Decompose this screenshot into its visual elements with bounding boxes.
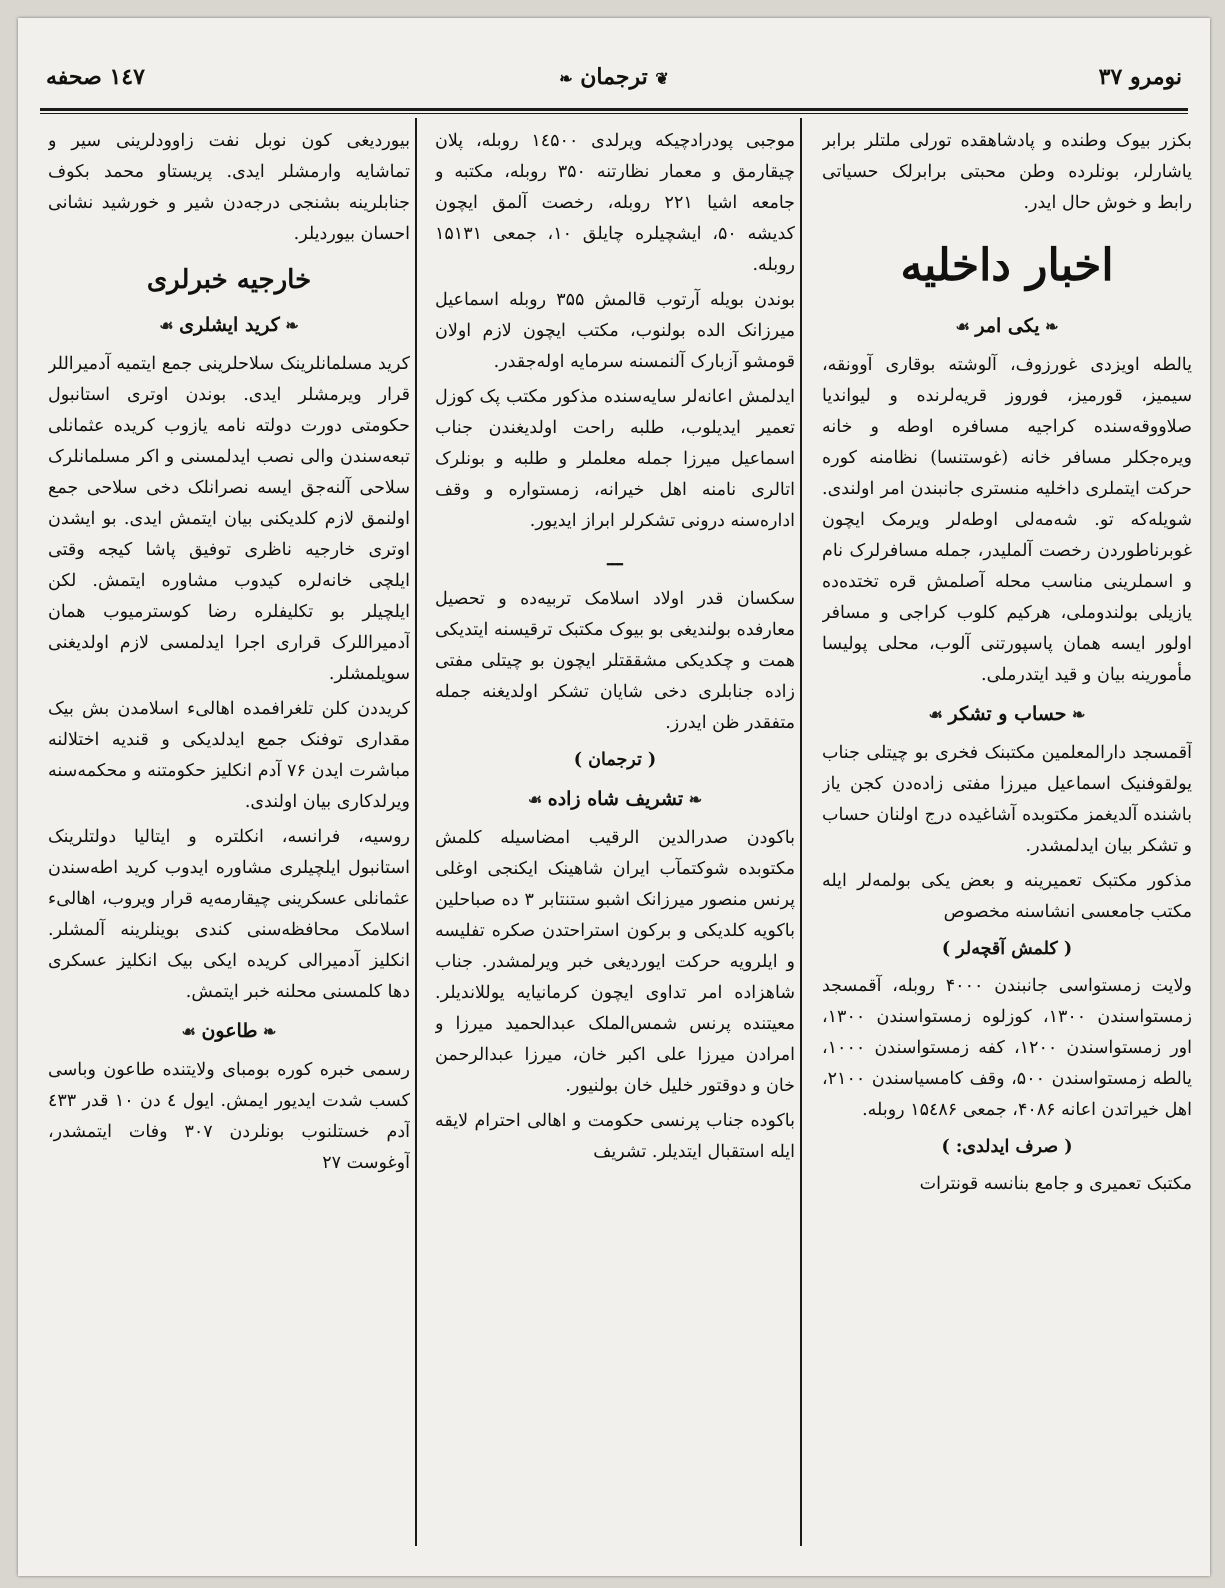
paper-title-text: ترجمان xyxy=(580,64,648,90)
article-heading: ❧ حساب و تشکر ☙ xyxy=(928,703,1086,725)
section-heading-domestic: اخبار داخلیه xyxy=(900,240,1114,291)
flourish-icon: ☙ xyxy=(955,317,976,336)
paper-title xyxy=(559,64,669,90)
article-text: مکتبک تعمیری و جامع بنانسه قونترات xyxy=(919,1174,1192,1194)
article-text: روسیه، فرانسه، انکلتره و ایتالیا دولتلرینک استانبول ایلچیلری مشاوره ایدوب کرید اطه‌سندن عثمانلی عسکرینی چیقارمه‌یه قرار ویروب، اهالیء اسلامک محافظه‌سنی کندی بوینلرینه آلمشلر. انکلیز آدمیرالی کریده ایکی بیک انکلیز عسکری دها کلمسنی محلنه خبر ایتمش. xyxy=(48,827,410,1002)
flourish-icon: ❧ xyxy=(279,316,299,335)
header-rule xyxy=(40,108,1188,111)
article-text: سکسان قدر اولاد اسلامک تربیه‌ده و تحصیل معارفده بولندیغی بو بیوک مکتبک ترقیسنه ایتدیکی همت و چکدیکی مشققتلر ایچون بو چیتلی مفتی زاده جنابلری دخی شایان تشکر اولدیغنه جمله متفقدر ظن ایدرز. xyxy=(435,589,795,733)
article-text: رسمی خبره کوره بومبای ولایتنده طاعون وباسی کسب شدت ایدیور ایمش. ایول ٤ دن ۱۰ قدر ٤۳۳ آدم خستلنوب بونلردن ۳۰۷ وفات ایتمشدر، آوغوست ۲۷ xyxy=(48,1060,410,1173)
column-right xyxy=(822,126,1192,1546)
flourish-icon: ❧ xyxy=(1066,705,1086,724)
article-text: ایدلمش اعانه‌لر سایه‌سنده مذکور مکتب پک کوزل تعمیر ایدیلوب، طلبه راحت اولدیغندن جناب اسماعیل میرزا جمله معلملر و طلبه و بونلرک اتالری نامنه اهل خیرانه، زمستواره و وقف اداره‌سنه درونی تشکرلر ابراز ایدیور. xyxy=(435,387,795,531)
column-divider xyxy=(800,118,802,1546)
ornament-right-icon: ❧ xyxy=(559,69,573,88)
flourish-icon: ☙ xyxy=(527,790,548,809)
header-rule-thin xyxy=(40,113,1188,114)
ornament-left-icon: ❦ xyxy=(655,69,669,88)
flourish-icon: ☙ xyxy=(928,705,949,724)
flourish-icon: ❧ xyxy=(257,1022,277,1041)
article-heading: ❧ یکی امر ☙ xyxy=(955,315,1059,337)
newspaper-page xyxy=(18,18,1210,1576)
column-left xyxy=(48,126,410,1546)
flourish-icon: ❧ xyxy=(683,790,703,809)
signature: ( ترجمان ) xyxy=(573,750,657,770)
subheading-expenses: ( صرف ایدلدی: ) xyxy=(941,1137,1073,1157)
separator-dash: ـــ xyxy=(607,550,623,570)
flourish-icon: ☙ xyxy=(159,316,180,335)
article-text: یالطه اویزدی غورزوف، آلوشته بوقاری آوونقه، سیمیز، قورمیز، فوروز قریه‌لرنده و لیواندیا صلاووقه‌سنده کراجیه مسافره اوطه و خانه ویره‌جکلر مسافر خانه (غوستنسا) نظامنه کوره حرکت ایتملری داخلیه منستری جانبندن امر اولندی. شویله‌که تو. شه‌مه‌لی اوطه‌لر ویرمک ایچون غوبرناطوردن رخصت آلملیدر، جمله مسافرلرک نام و اسملرینی مناسب محله آصلمش قره تختده‌ده یازیلی بولندوملی، هرکیم کلوب کراجی و مسافر اولور ایسه همان پاسپورتنی آلوب، محلی پولیسا مأمورینه بیان و قید ایتدرملی. xyxy=(822,355,1192,685)
flourish-icon: ☙ xyxy=(181,1022,202,1041)
article-heading: ❧ طاعون ☙ xyxy=(181,1020,277,1042)
flourish-icon: ❧ xyxy=(1039,317,1059,336)
section-heading-foreign: خارجیه خبرلری xyxy=(146,265,312,295)
page-number: ۱٤۷ صحفه xyxy=(46,64,145,90)
article-text: بکزر بیوک وطنده و پادشاهقده تورلی ملتلر برابر یاشارلر، بونلرده وطن محبتی برابرلک حسیاتی رابط و خوش حال ایدر. xyxy=(822,131,1192,213)
issue-number: نومرو ۳۷ xyxy=(1098,64,1182,90)
column-divider xyxy=(415,118,417,1546)
article-text: کرید مسلمانلرینک سلاحلرینی جمع ایتمیه آدمیراللر قرار ویرمشلر ایدی. بوندن اوتری استانبول حکومتی دورت دولته نامه یازوب کریده عثمانلی تبعه‌سندن والی نصب ایدلمسنی و اکر مسلمانلرک سلاحی آلنه‌جق ایسه نصرانلک دخی سلاحی جمع اولنمق لازم کلدیکنی بیان ایتمش ایدی. بو ایشدن اوتری خارجیه ناظری توفیق پاشا کیجه وقتی ایلچی خانه‌لره کیدوب مشاوره ایتمش. لکن ایلچیلر بو تکلیفلره رضا کوسترمیوب همان آدمیراللرک قراری اجرا ایدلمسی لازم اولدیغنی سویلمشلر. xyxy=(48,354,410,684)
article-text: باکوده جناب پرنسی حکومت و اهالی احترام لایقه ایله استقبال ایتدیلر. تشریف xyxy=(435,1111,795,1162)
article-text: موجبی پودرادچیکه ویرلدی ۱٤۵۰۰ روبله، پلان چیقارمق و معمار نظارتنه ۳۵۰ روبله، مکتبه و جامعه اشیا ۲۲۱ روبله، رخصت آلمق ایچون کدیشه ۵۰، ایشچیلره چایلق ۱۰، جمعی ۱۵۱۳۱ روبله. xyxy=(435,131,795,275)
masthead xyxy=(40,58,1188,106)
article-text: ولایت زمستواسی جانبندن ۴۰۰۰ روبله، آقمسجد زمستواسندن ۱۳۰۰، کوزلوه زمستواسندن ۱۳۰۰، اور زمستواسندن ۱۲۰۰، کفه زمستواسندن ۱۰۰۰، یالطه زمستواسندن ۵۰۰، وقف کامسیاسندن ۲۱۰۰، اهل خیراتدن اعانه ۴۰۸۶، جمعی ۱۵٤۸۶ روبله. xyxy=(822,976,1192,1120)
column-middle xyxy=(435,126,795,1546)
article-text: باکودن صدرالدین الرقیب امضاسیله کلمش مکتوبده شوکتمآب ایران شاهینک ایکنجی اوغلی پرنس منصور میرزانک اشبو ستنتابر ۳ ده صباحلین باکویه کلدیکی و برکون استراحتدن صکره تفلیسه و ایلرویه حرکت ایوردیغی خبر ویرلمشدر. جناب شاهزاده امر تداوی ایچون کرمانیایه یوللاندیلر. معیتنده پرنس شمس‌الملک عبدالحمید میرزا و امرادن میرزا علی اکبر خان، میرزا عبدالرحمن خان و دوقتور خلیل خان بولنیور. xyxy=(435,828,795,1096)
article-text: بیوردیغی کون نوبل نفت زاوودلرینی سیر و تماشایه وارمشلر ایدی. پریستاو محمد بکوف جنابلرینه بشنجی درجه‌دن شیر و خورشید نشانی احسان بیوردیلر. xyxy=(48,131,410,244)
article-heading: ❧ تشریف شاه زاده ☙ xyxy=(527,788,703,810)
article-heading: ❧ کرید ایشلری ☙ xyxy=(159,314,299,336)
article-text: آقمسجد دارالمعلمین مکتبنک فخری بو چیتلی جناب یولقوفنیک اسماعیل میرزا مفتی زاده‌دن کجن یاز باشنده آلدیغمز مکتوبده آشاغیده درج اولنان حساب و تشکر بیان ایدلمشدر. xyxy=(822,743,1192,856)
subheading-receipts: ( کلمش آقچه‌لر ) xyxy=(941,939,1073,959)
article-text: کریددن کلن تلغرافمده اهالیء اسلامدن بش بیک مقداری توفنک جمع ایدلدیکی و قندیه اختلالنه مباشرت ایدن ۷۶ آدم انکلیز حکومتنه و محکمه‌سنه ویرلدکاری بیان اولندی. xyxy=(48,699,410,812)
article-text: مذکور مکتبک تعمیرینه و بعض یکی بولمه‌لر ایله مکتب جامعسی انشاسنه مخصوص xyxy=(822,871,1192,922)
article-text: بوندن بویله آرتوب قالمش ۳۵۵ روبله اسماعیل میرزانک الده بولنوب، مکتب ایچون لازم اولان قومشو آزبارک آلنمسنه سرمایه اوله‌جقدر. xyxy=(435,290,795,372)
